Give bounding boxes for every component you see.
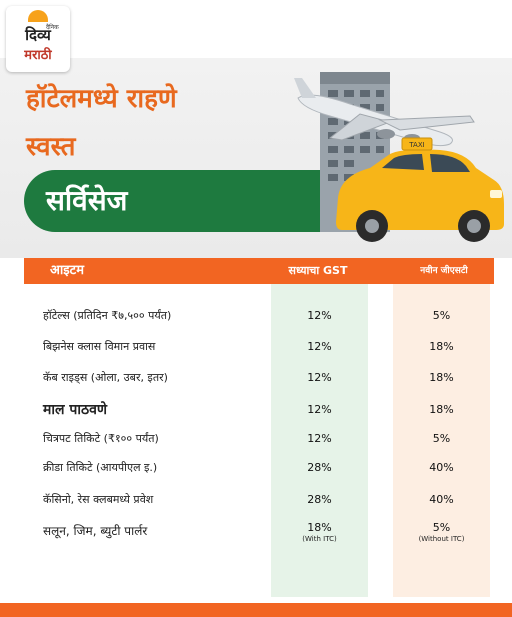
row-current: 12%	[307, 340, 332, 353]
header-current-gst: सध्याचा GST	[288, 264, 348, 277]
row-new: 18%	[429, 403, 454, 416]
brand-logo[interactable]	[6, 6, 70, 72]
row-item: क्रीडा तिकिटे (आयपीएल इ.)	[43, 461, 158, 474]
sun-icon	[28, 10, 48, 22]
travel-illustration	[290, 58, 512, 258]
row-current: 12%	[307, 309, 332, 322]
row-item: कॅब राइड्स (ओला, उबर, इतर)	[43, 371, 168, 384]
table-header	[24, 258, 494, 284]
row-current: 12%	[307, 432, 332, 445]
row-new: 18%	[429, 340, 454, 353]
row-item: बिझनेस क्लास विमान प्रवास	[43, 340, 156, 353]
table-row	[0, 425, 512, 453]
table-row	[0, 454, 512, 482]
row-current-note: (With ITC)	[302, 535, 337, 543]
row-item: कॅसिनो, रेस क्लबमध्ये प्रवेश	[43, 493, 154, 506]
row-current: 28%	[307, 461, 332, 474]
table-row	[0, 364, 512, 392]
table-row	[0, 302, 512, 330]
logo-top-text: दैनिक	[46, 24, 59, 31]
logo-line2: मराठी	[24, 48, 52, 63]
header-item: आइटम	[50, 263, 84, 278]
row-current: 28%	[307, 493, 332, 506]
headline-line1: हॉटेलमध्ये राहणे	[26, 84, 177, 114]
table-row	[0, 396, 512, 424]
logo-line1: दिव्य	[25, 26, 51, 44]
row-item: हॉटेल्स (प्रतिदिन ₹७,५०० पर्यंत)	[43, 309, 172, 322]
row-new: 40%	[429, 461, 454, 474]
row-new: 40%	[429, 493, 454, 506]
row-new: 5%	[432, 432, 451, 445]
row-new: 18%	[429, 371, 454, 384]
header-new-gst: नवीन जीएसटी	[420, 266, 468, 276]
row-current: 12%	[307, 371, 332, 384]
row-current-cell	[271, 521, 368, 544]
row-new-note: (Without ITC)	[418, 535, 465, 543]
table-row	[0, 517, 512, 557]
row-item: चित्रपट तिकिटे (₹१०० पर्यंत)	[43, 432, 159, 445]
table-row	[0, 333, 512, 361]
row-new: 5%	[432, 309, 451, 322]
headline-line2: स्वस्त	[26, 132, 76, 162]
row-current: 12%	[307, 403, 332, 416]
section-title: सर्विसेज	[46, 184, 128, 217]
section-banner	[24, 170, 334, 232]
taxi-sign-text: TAXI	[409, 141, 425, 149]
row-new: 5%	[432, 521, 451, 534]
footer-bar	[0, 603, 512, 617]
row-current: 18%	[307, 521, 332, 534]
row-item: माल पाठवणे	[43, 402, 107, 418]
row-new-cell	[393, 521, 490, 544]
row-item: सलून, जिम, ब्युटी पार्लर	[43, 524, 148, 538]
table-row	[0, 486, 512, 514]
header-band	[0, 0, 512, 58]
